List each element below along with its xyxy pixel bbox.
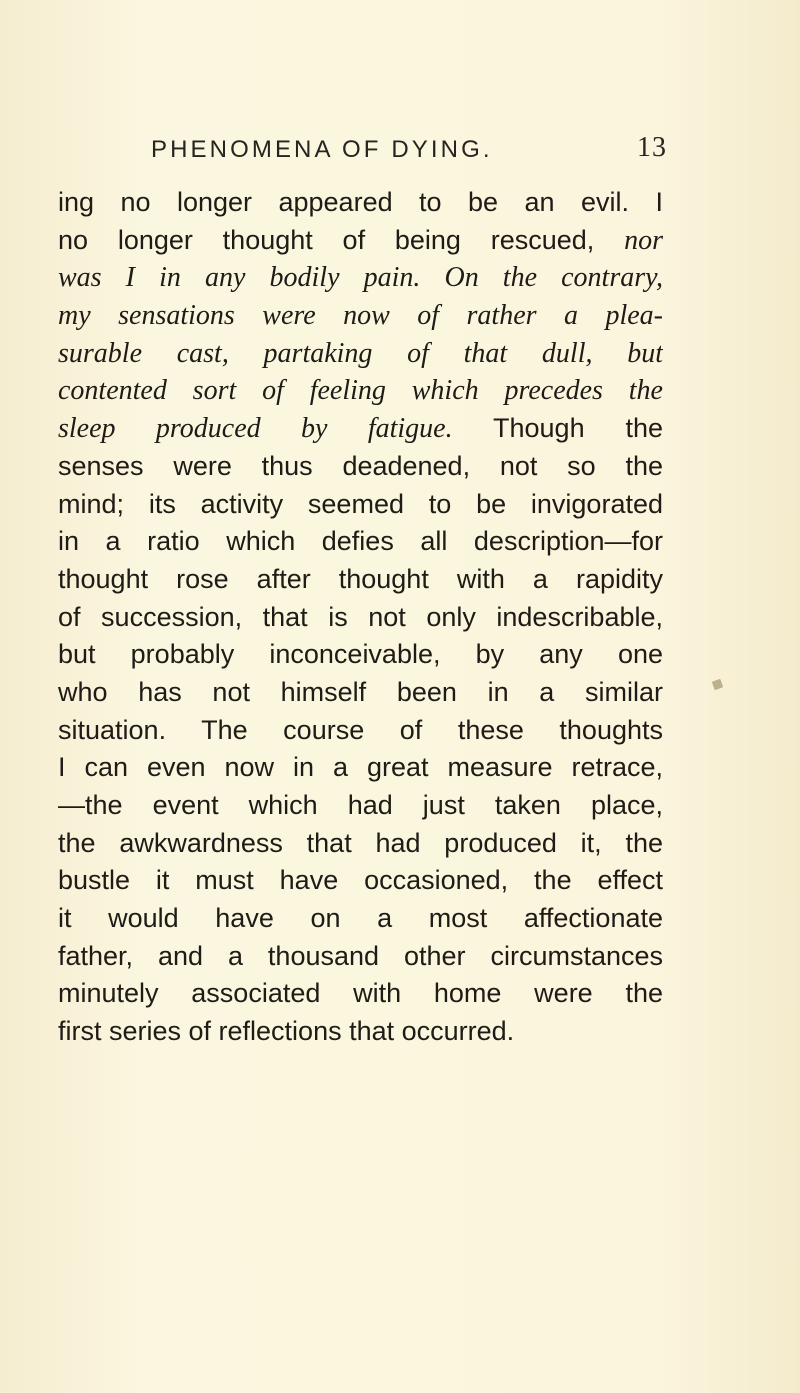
text-line <box>58 636 663 674</box>
text-line-content: my sensations were now of rather a plea- <box>58 300 663 332</box>
text-line <box>58 297 663 335</box>
text-line <box>58 259 663 297</box>
text-line <box>58 900 663 938</box>
text-line-content: father, and a thousand other circumstances <box>58 940 663 971</box>
text-line-content: no longer thought of being rescued, <box>58 224 595 255</box>
text-line <box>58 975 663 1013</box>
text-line-content: surable cast, partaking of that dull, but <box>58 337 663 369</box>
text-line-content: I can even now in a great measure retrace, <box>58 752 663 783</box>
text-line-content: the awkwardness that had produced it, the <box>58 827 663 858</box>
text-line <box>58 372 663 410</box>
italic-text: nor <box>624 224 663 256</box>
text-line <box>58 749 663 787</box>
text-line-content: who has not himself been in a similar <box>58 676 663 707</box>
text-line <box>58 825 663 863</box>
text-line-content: situation. The course of these thoughts <box>58 714 663 745</box>
text-line <box>58 184 663 222</box>
text-line-content: —the event which had just taken place, <box>58 790 663 820</box>
text-line-content: of succession, that is not only indescribable, <box>58 601 663 632</box>
text-line <box>58 222 663 260</box>
page-header <box>0 128 800 172</box>
ink-spot <box>712 679 724 691</box>
text-line-content: senses were thus deadened, not so the <box>58 450 663 481</box>
running-head: PHENOMENA OF DYING. <box>151 136 493 163</box>
body-text <box>58 184 663 1051</box>
text-line-content: mind; its activity seemed to be invigorated <box>58 488 663 519</box>
text-line-content: thought rose after thought with a rapidity <box>58 563 663 594</box>
text-line <box>58 712 663 750</box>
text-line-content: bustle it must have occasioned, the effect <box>58 865 663 896</box>
text-line-content: minutely associated with home were the <box>58 978 663 1009</box>
page-number: 13 <box>637 132 667 163</box>
text-line-content: ing no longer appeared to be an evil. I <box>58 187 663 217</box>
text-line-content: but probably inconceivable, by any one <box>58 639 663 670</box>
text-line <box>58 787 663 825</box>
italic-text: sleep produced by fatigue. <box>58 413 453 445</box>
text-line <box>58 561 663 599</box>
text-line <box>58 410 663 448</box>
text-line <box>58 862 663 900</box>
text-line <box>58 448 663 486</box>
text-line <box>58 938 663 976</box>
text-line-content: Though the <box>493 413 663 444</box>
text-line <box>58 486 663 524</box>
text-line <box>58 599 663 637</box>
text-line <box>58 1013 663 1051</box>
text-line-content: was I in any bodily pain. On the contrary, <box>58 262 663 294</box>
text-line <box>58 674 663 712</box>
text-line-content: in a ratio which defies all description—for <box>58 526 663 557</box>
text-line-content: contented sort of feeling which precedes the <box>58 375 663 407</box>
text-line-content: first series of reflections that occurred. <box>58 1016 515 1047</box>
text-line <box>58 335 663 373</box>
text-line <box>58 523 663 561</box>
text-line-content: it would have on a most affectionate <box>58 903 663 934</box>
